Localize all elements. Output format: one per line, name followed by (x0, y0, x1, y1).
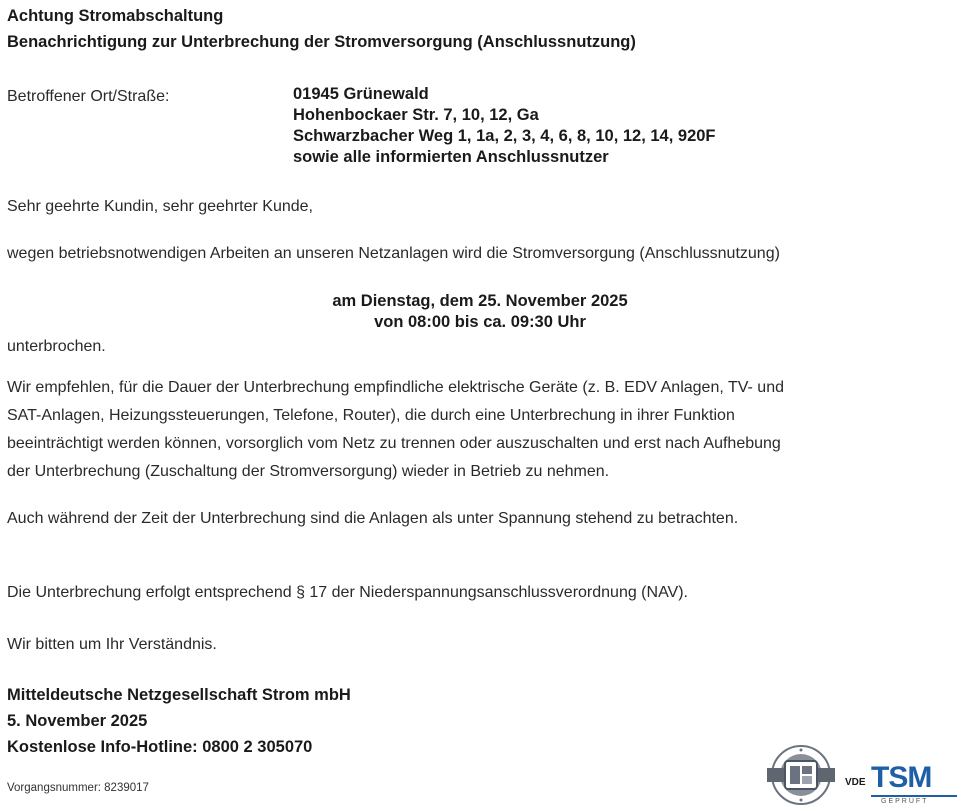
recommendation-line: der Unterbrechung (Zuschaltung der Stromversorgung) wieder in Betrieb zu nehmen. (7, 463, 610, 480)
recommendation-line: beeinträchtigt werden können, vorsorglich vom Netz zu trennen oder auszuschalten und erst nach Aufhebung (7, 435, 781, 452)
location-line: 01945 Grünewald (293, 85, 429, 103)
signature-date: 5. November 2025 (7, 712, 148, 730)
schedule-date: am Dienstag, dem 25. November 2025 (332, 292, 628, 310)
location-line: Schwarzbacher Weg 1, 1a, 2, 3, 4, 6, 8, 10, 12, 14, 920F (293, 127, 716, 145)
closing-text: Wir bitten um Ihr Verständnis. (7, 636, 217, 653)
notice-title: Achtung Stromabschaltung (7, 7, 224, 25)
schedule-time: von 08:00 bis ca. 09:30 Uhr (374, 313, 586, 331)
greeting: Sehr geehrte Kundin, sehr geehrter Kunde, (7, 198, 313, 215)
notice-subtitle: Benachrichtigung zur Unterbrechung der Stromversorgung (Anschlussnutzung) (7, 33, 636, 51)
tsm-name: TSM (871, 761, 932, 794)
legal-text: Die Unterbrechung erfolgt entsprechend § 17 der Niederspannungsanschlussverordnung (NAV). (7, 584, 688, 601)
iso-seal-icon (763, 744, 839, 806)
signature-hotline: Kostenlose Info-Hotline: 0800 2 305070 (7, 738, 313, 756)
logo-underline (871, 795, 957, 797)
location-label: Betroffener Ort/Straße: (7, 88, 170, 105)
recommendation-line: SAT-Anlagen, Heizungssteuerungen, Telefone, Router), die durch eine Unterbrechung in ihrer Funktion (7, 407, 735, 424)
vde-tsm-logo (845, 761, 963, 806)
warning-text: Auch während der Zeit der Unterbrechung sind die Anlagen als unter Spannung stehend zu betrachten. (7, 510, 739, 527)
recommendation-line: Wir empfehlen, für die Dauer der Unterbrechung empfindliche elektrische Geräte (z. B. EDV Anlagen, TV- und (7, 379, 784, 396)
interrupted-text: unterbrochen. (7, 338, 106, 355)
location-line: Hohenbockaer Str. 7, 10, 12, Ga (293, 106, 539, 124)
tsm-caption: GEPRÜFT (881, 798, 929, 805)
recommendation-paragraph (7, 374, 947, 486)
location-line: sowie alle informierten Anschlussnutzer (293, 148, 609, 166)
signature-company: Mitteldeutsche Netzgesellschaft Strom mbH (7, 686, 351, 704)
vde-prefix: VDE (845, 777, 866, 788)
reference-number: Vorgangsnummer: 8239017 (7, 782, 149, 794)
intro-text: wegen betriebsnotwendigen Arbeiten an unseren Netzanlagen wird die Stromversorgung (Anschlussnutzung) (7, 245, 780, 262)
